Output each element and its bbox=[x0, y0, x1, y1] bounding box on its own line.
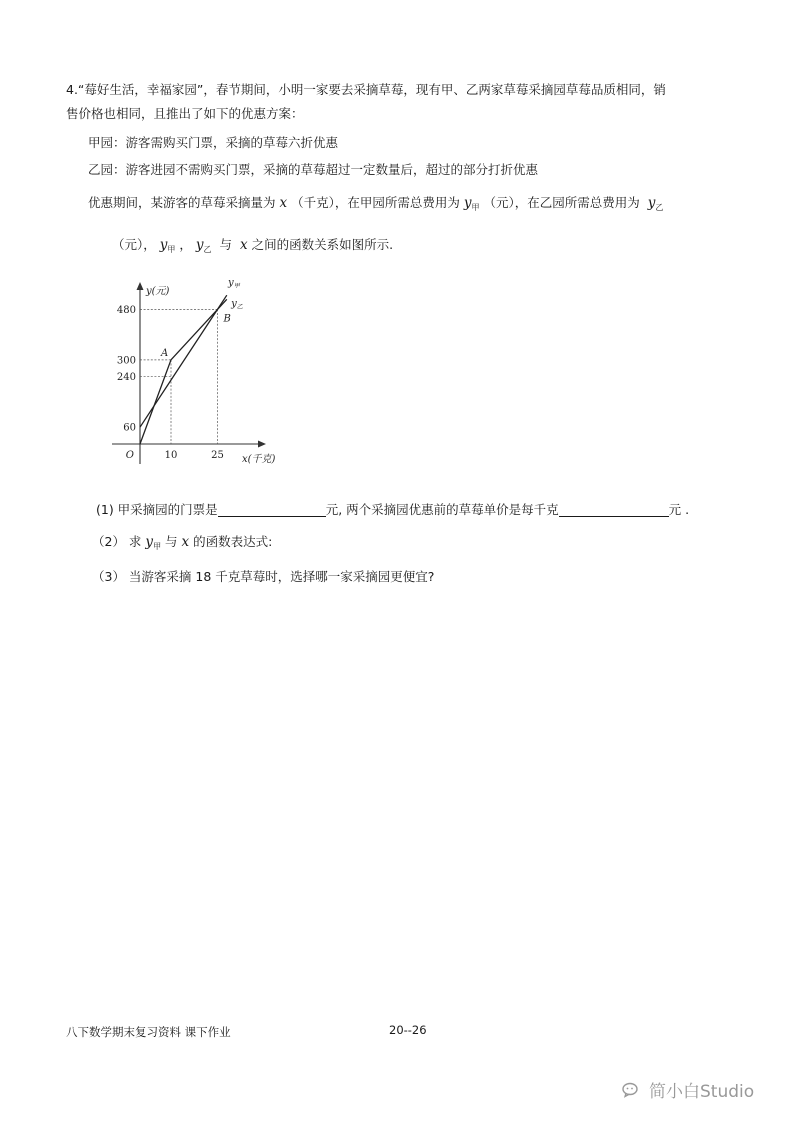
problem-text: （元）， bbox=[112, 237, 156, 252]
y-tick-label: 60 bbox=[123, 422, 136, 434]
var-x: x bbox=[240, 237, 248, 253]
y-tick-label: 480 bbox=[116, 304, 136, 316]
point-label-A: A bbox=[161, 347, 169, 359]
var-y-jia: $y_甲$ bbox=[463, 195, 480, 212]
page-number: 20--26 bbox=[389, 1023, 427, 1037]
problem-line-5 bbox=[88, 194, 663, 217]
x-tick-label: 25 bbox=[211, 450, 224, 461]
x-tick-label: 10 bbox=[164, 450, 178, 461]
plan-a-text: 甲园：游客需购买门票，采摘的草莓六折优惠 bbox=[88, 135, 339, 150]
question-text: 的函数表达式: bbox=[193, 534, 273, 549]
origin-label: O bbox=[125, 450, 134, 461]
series-line-yi bbox=[140, 299, 227, 444]
chart-labels bbox=[117, 278, 276, 465]
var-y-yi: $y_乙$ bbox=[195, 237, 212, 254]
problem-text: 之间的函数关系如图所示. bbox=[251, 237, 394, 252]
question-text: 元 . bbox=[668, 502, 690, 517]
var-y-yi: $y_乙$ bbox=[647, 195, 664, 212]
y-tick-label: 240 bbox=[116, 372, 136, 384]
var-y-jia: $y_甲$ bbox=[145, 534, 162, 551]
point-label-B: B bbox=[223, 313, 231, 325]
x-axis-arrow bbox=[258, 441, 266, 448]
plan-b bbox=[88, 161, 538, 179]
guide-lines bbox=[140, 309, 218, 444]
problem-line-6 bbox=[112, 236, 393, 259]
question-text: （3） 当游客采摘 18 千克草莓时，选择哪一家采摘园更便宜? bbox=[92, 569, 435, 584]
series-label-jia: $y_甲$ bbox=[228, 278, 240, 290]
question-1 bbox=[96, 501, 689, 519]
series-lines bbox=[140, 295, 227, 444]
problem-text: 4.“莓好生活，幸福家园”，春节期间，小明一家要去采摘草莓，现有甲、乙两家草莓采摘园草莓品质相同，销 bbox=[66, 82, 666, 97]
answer-blank-price[interactable] bbox=[559, 502, 669, 517]
problem-line-2 bbox=[66, 105, 304, 123]
watermark-text: 简小白Studio bbox=[649, 1082, 755, 1102]
y-axis-label: y(元) bbox=[146, 286, 170, 297]
question-2 bbox=[92, 533, 272, 556]
problem-line-1 bbox=[66, 81, 666, 99]
plan-a bbox=[88, 134, 338, 152]
problem-text: 优惠期间，某游客的草莓采摘量为 bbox=[88, 195, 276, 210]
y-tick-label: 300 bbox=[116, 355, 136, 367]
var-x: x bbox=[279, 195, 288, 211]
question-text: (1) 甲采摘园的门票是 bbox=[96, 502, 218, 517]
function-graph bbox=[108, 278, 288, 472]
var-x: x bbox=[181, 534, 190, 550]
problem-text: （元），在乙园所需总费用为 bbox=[483, 195, 640, 210]
var-y-jia: $y_甲$ bbox=[159, 237, 176, 254]
question-text: 元, 两个采摘园优惠前的草莓单价是每千克 bbox=[325, 502, 559, 517]
watermark bbox=[622, 1077, 754, 1102]
problem-text: ， bbox=[179, 237, 192, 252]
problem-text: 售价格也相同，且推出了如下的优惠方案： bbox=[66, 106, 304, 121]
problem-text: 与 bbox=[219, 237, 233, 252]
x-axis-label: x(千克) bbox=[242, 454, 276, 465]
question-text: 与 bbox=[165, 534, 178, 549]
problem-text: （千克），在甲园所需总费用为 bbox=[291, 195, 460, 210]
question-text: （2） 求 bbox=[92, 534, 142, 549]
y-axis-arrow bbox=[137, 282, 144, 290]
wechat-bubble-icon bbox=[622, 1082, 642, 1098]
series-label-yi: $y_乙$ bbox=[231, 298, 243, 311]
footer-left: 八下数学期末复习资料 课下作业 bbox=[66, 1025, 231, 1039]
answer-blank-ticket[interactable] bbox=[218, 502, 326, 517]
plan-b-text: 乙园：游客进园不需购买门票，采摘的草莓超过一定数量后，超过的部分打折优惠 bbox=[88, 162, 539, 177]
question-3 bbox=[92, 568, 434, 586]
